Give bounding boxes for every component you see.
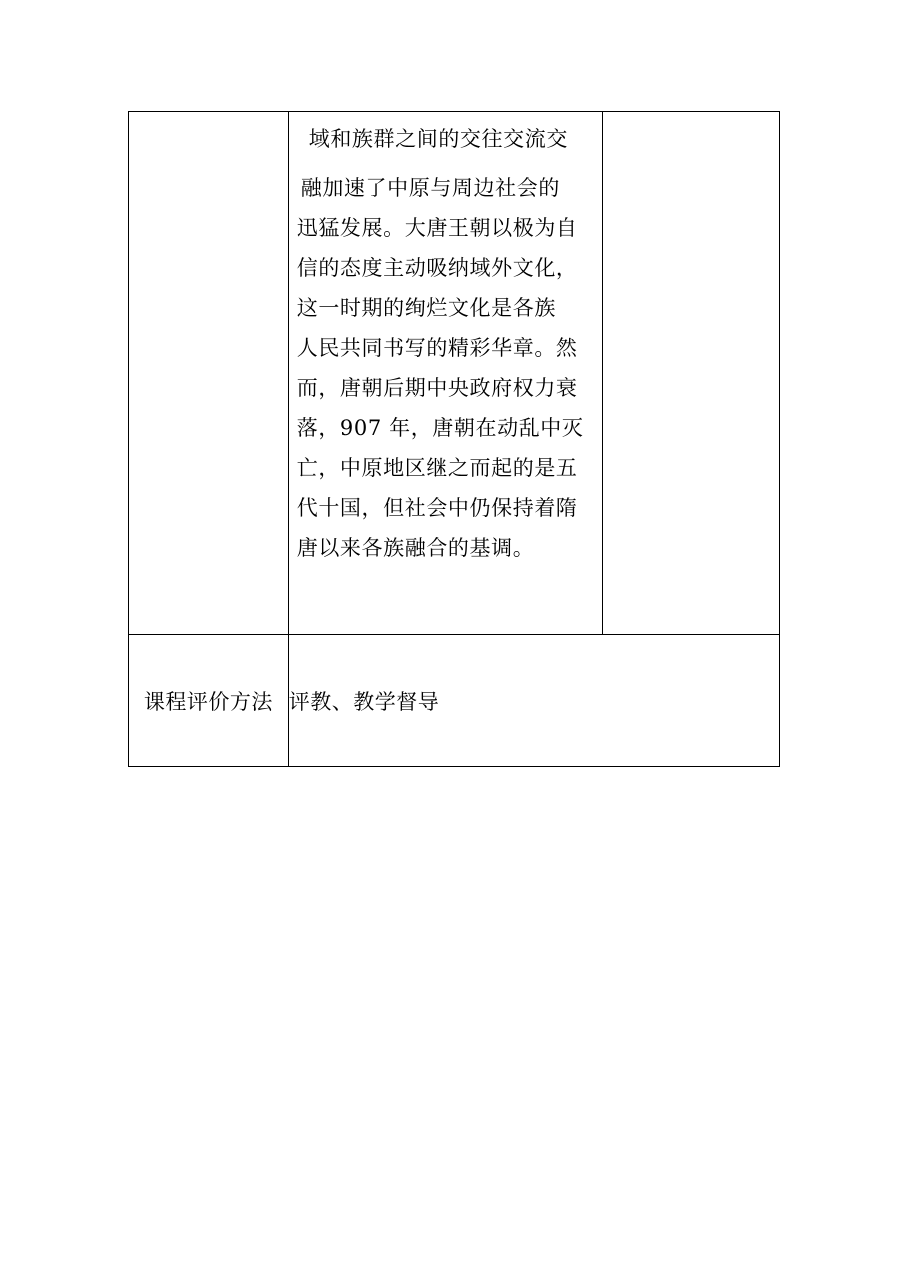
content-line: 而，唐朝后期中央政府权力衰 [296, 376, 578, 400]
document-table [128, 111, 780, 767]
evaluation-label: 课程评价方法 [129, 635, 289, 767]
content-paragraph [289, 112, 602, 565]
content-line: 信的态度主动吸纳域外文化， [296, 256, 578, 280]
evaluation-row [129, 635, 780, 767]
evaluation-value: 评教、教学督导 [288, 635, 779, 767]
content-line: 落，907 年，唐朝在动乱中灭 [296, 416, 584, 440]
content-cell [288, 112, 602, 635]
empty-label-cell [129, 112, 289, 635]
content-row [129, 112, 780, 635]
content-line: 亡，中原地区继之而起的是五 [296, 456, 578, 480]
content-line: 域和族群之间的交往交流交 [308, 127, 568, 151]
content-line: 融加速了中原与周边社会的 [300, 176, 560, 200]
content-line: 迅猛发展。大唐王朝以极为自 [296, 216, 578, 240]
empty-right-cell [603, 112, 780, 635]
content-line: 代十国，但社会中仍保持着隋 [296, 496, 578, 520]
content-line: 人民共同书写的精彩华章。然 [296, 336, 578, 360]
content-line: 唐以来各族融合的基调。 [296, 536, 535, 560]
content-line: 这一时期的绚烂文化是各族 [296, 296, 556, 320]
